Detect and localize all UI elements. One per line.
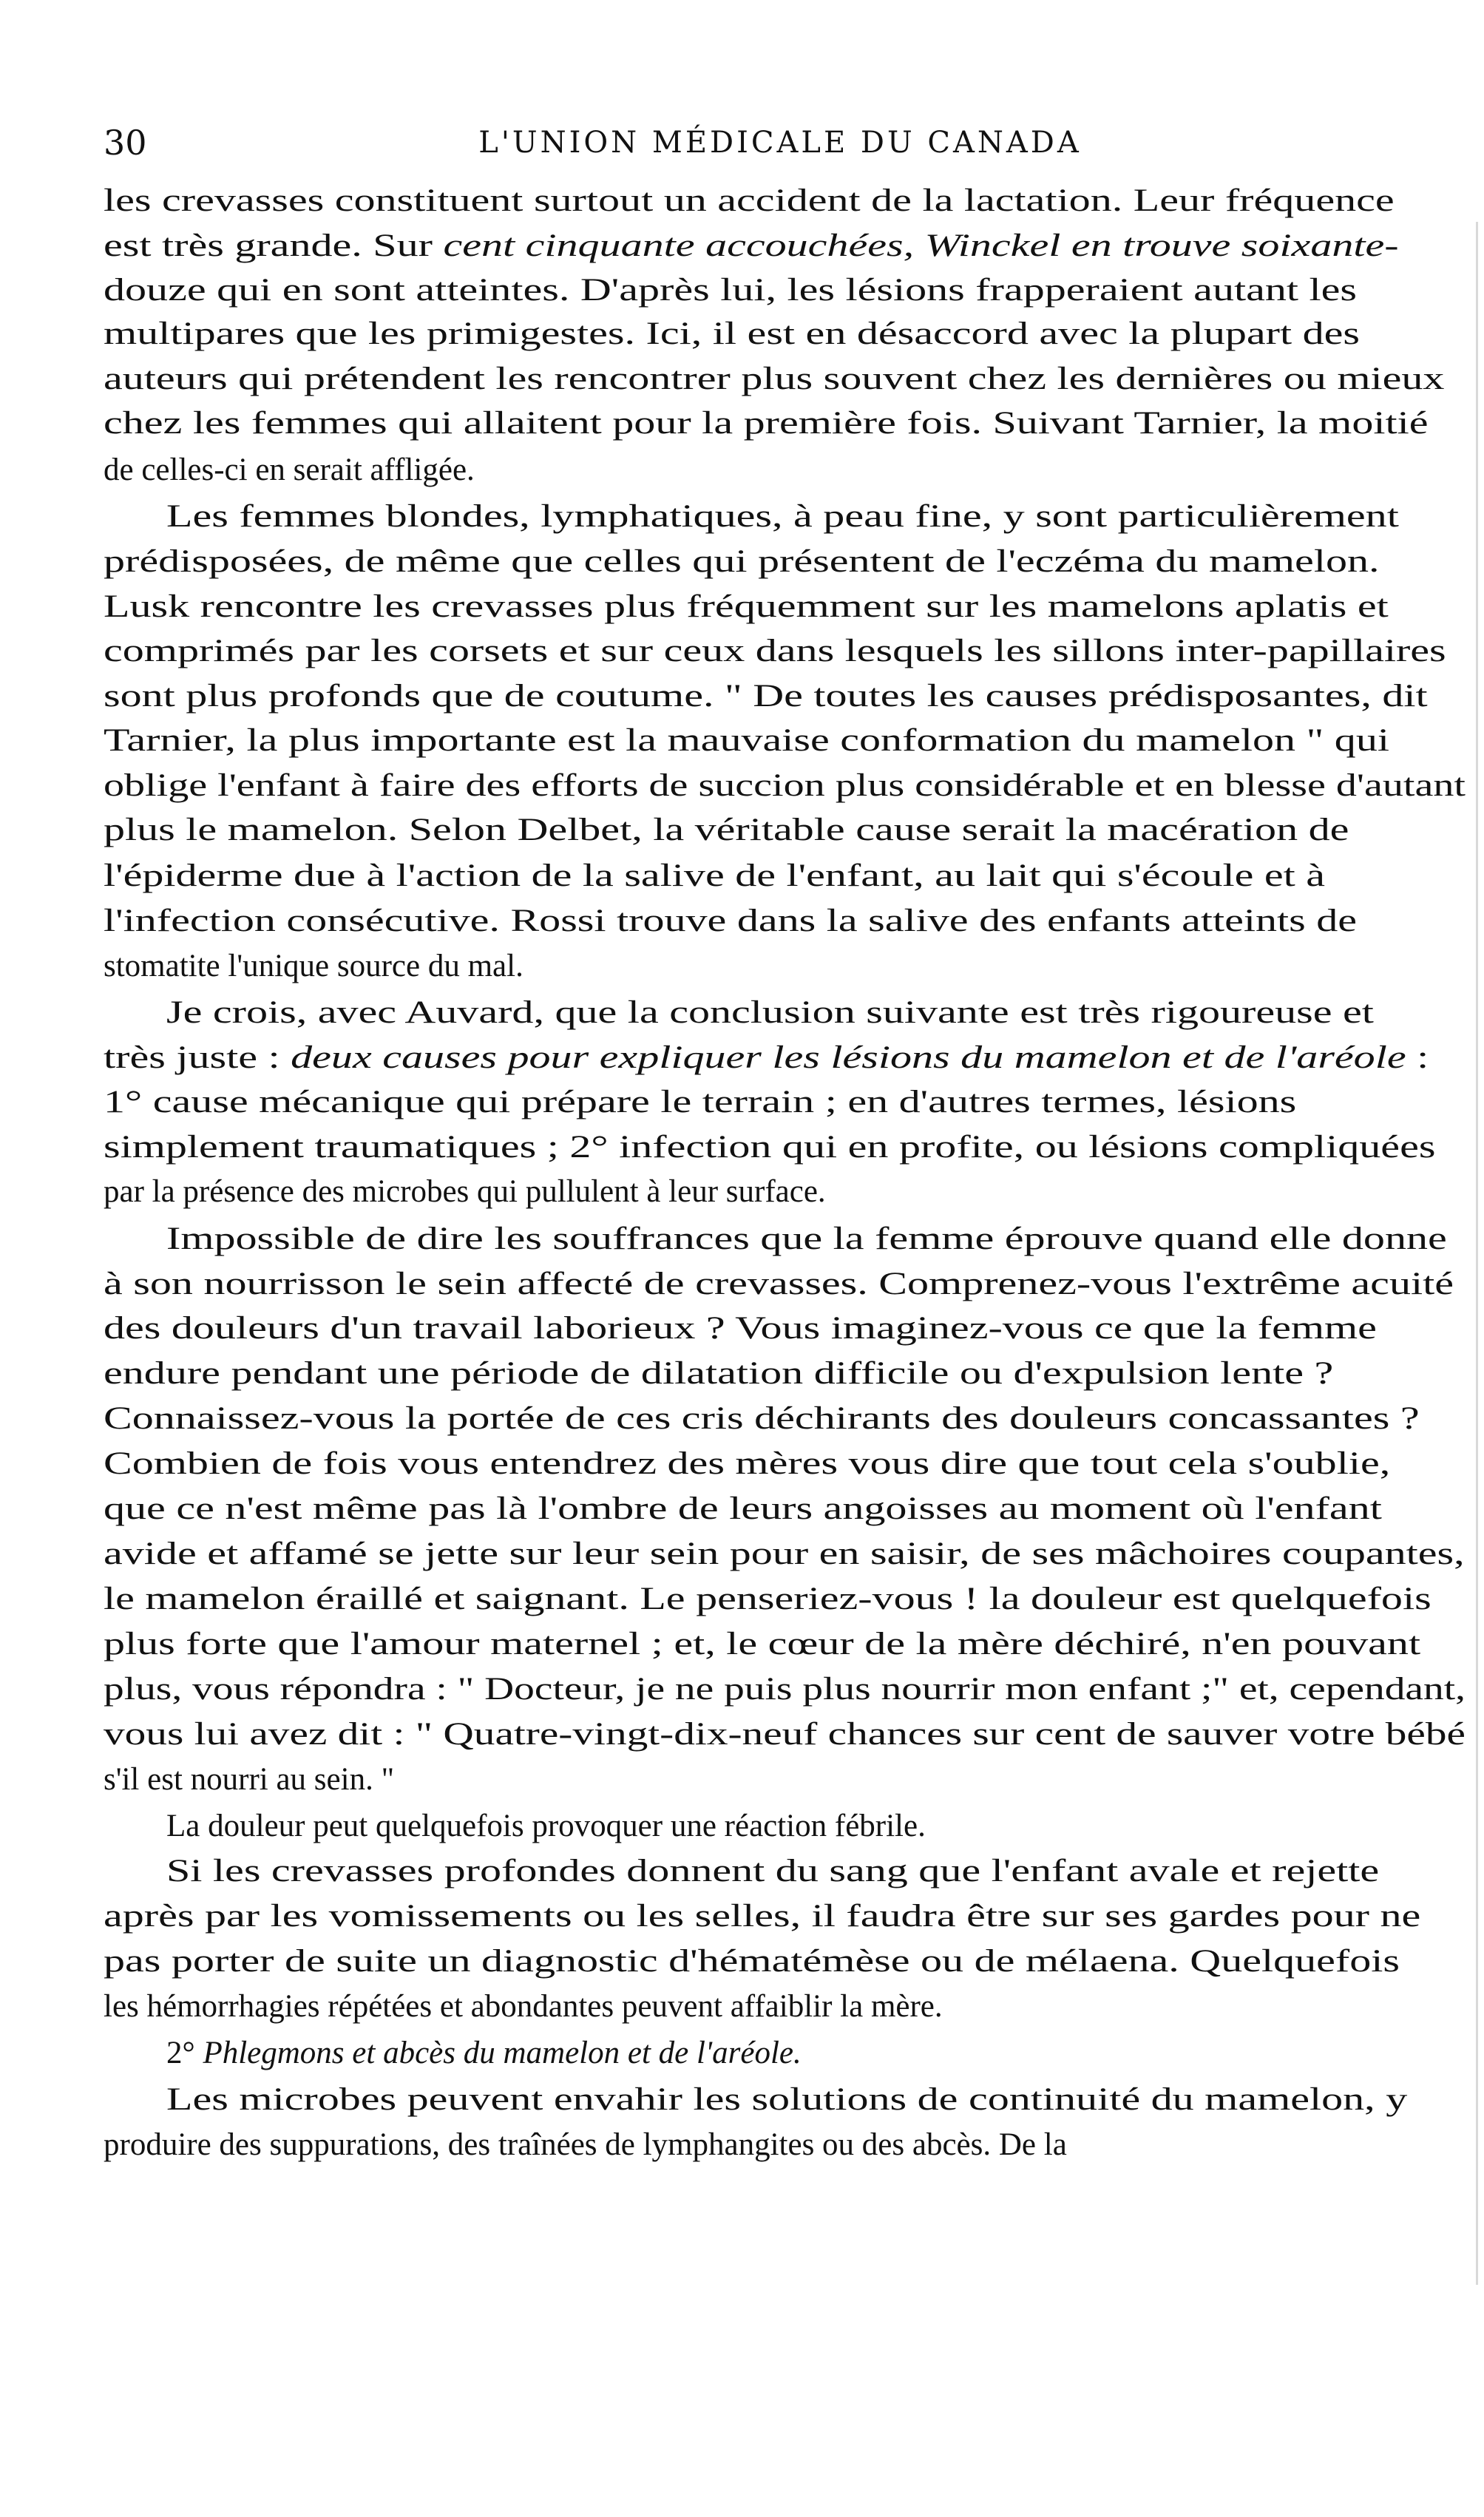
text-line <box>104 178 1395 224</box>
page-number: 30 <box>104 123 147 163</box>
text-run: 1° cause mécanique qui prépare le terrain ; en d'autres termes, lésions <box>104 1085 1297 1119</box>
text-line <box>104 447 475 493</box>
italic-text: Phlegmons et abcès du mamelon et de l'aréole. <box>203 2036 802 2070</box>
text-run: par la présence des microbes qui pullulent à leur surface. <box>104 1174 826 1209</box>
text-run: oblige l'enfant à faire des efforts de succion plus considérable et en blesse d'autant <box>104 768 1466 803</box>
text-run: plus le mamelon. Selon Delbet, la véritable cause serait la macération de <box>104 813 1349 847</box>
text-run: s'il est nourri au sein. " <box>104 1762 395 1797</box>
text-line <box>104 807 1349 853</box>
text-line <box>104 1622 1420 1667</box>
text-run: l'infection consécutive. Rossi trouve dans la salive des enfants atteints de <box>104 904 1358 938</box>
text-line <box>104 674 1428 719</box>
text-line <box>104 1894 1420 1940</box>
text-run: des douleurs d'un travail laborieux ? Vous imaginez-vous ce que la femme <box>104 1311 1377 1346</box>
text-run: produire des suppurations, des traînées de lymphangites ou des abcès. De la <box>104 2127 1067 2162</box>
text-line <box>166 2030 802 2076</box>
text-line <box>166 1849 1379 1894</box>
text-line <box>166 1803 926 1849</box>
text-line <box>104 401 1429 447</box>
text-run: stomatite l'unique source du mal. <box>104 949 524 983</box>
text-line <box>104 944 524 989</box>
text-run: Connaissez-vous la portée de ces cris déchirants des douleurs concassantes ? <box>104 1401 1420 1436</box>
text-run: Si les crevasses profondes donnent du sang que l'enfant avale et rejette <box>166 1854 1380 1888</box>
text-run: Les femmes blondes, lymphatiques, à peau fine, y sont particulièrement <box>166 499 1399 534</box>
text-run: multipares que les primigestes. Ici, il est en désaccord avec la plupart des <box>104 316 1360 351</box>
text-run: prédisposées, de même que celles qui présentent de l'eczéma du mamelon. <box>104 544 1380 579</box>
text-run: pas porter de suite un diagnostic d'hématémèse ou de mélaena. Quelquefois <box>104 1944 1400 1979</box>
text-line <box>104 629 1446 674</box>
text-run: vous lui avez dit : " Quatre-vingt-dix-neuf chances sur cent de sauver votre bébé <box>104 1717 1466 1752</box>
text-run: douze qui en sont atteintes. D'après lui, les lésions frapperaient autant les <box>104 273 1358 308</box>
text-run: simplement traumatiques ; 2° infection qui en profite, ou lésions compliquées <box>104 1130 1436 1165</box>
text-line <box>104 268 1357 314</box>
text-run: de celles-ci en serait affligée. <box>104 453 475 487</box>
text-line <box>104 1486 1382 1532</box>
text-line <box>104 1169 826 1215</box>
text-run: Impossible de dire les souffrances que la femme éprouve quand elle donne <box>166 1222 1447 1256</box>
text-run: avide et affamé se jette sur leur sein pour en saisir, de ses mâchoires coupantes, <box>104 1537 1465 1571</box>
text-line <box>166 494 1399 540</box>
text-run: chez les femmes qui allaitent pour la première fois. Suivant Tarnier, la moitié <box>104 406 1429 441</box>
text-run: l'épiderme due à l'action de la salive de l'enfant, au lait qui s'écoule et à <box>104 858 1326 893</box>
text-run: 2° <box>166 2036 203 2070</box>
text-line <box>104 1984 943 2030</box>
text-run: endure pendant une période de dilatation difficile ou d'expulsion lente ? <box>104 1356 1334 1391</box>
text-run: le mamelon éraillé et saignant. Le penseriez-vous ! la douleur est quelquefois <box>104 1582 1432 1616</box>
text-line <box>104 356 1444 402</box>
text-run: Lusk rencontre les crevasses plus fréquemment sur les mamelons aplatis et <box>104 589 1389 624</box>
italic-text: deux causes pour expliquer les lésions du mamelon et de l'aréole <box>291 1040 1406 1075</box>
text-line <box>104 853 1325 899</box>
text-line <box>104 1035 1429 1081</box>
text-line <box>104 1351 1333 1397</box>
text-line <box>166 2077 1407 2123</box>
text-line <box>104 1261 1454 1307</box>
text-run: Les microbes peuvent envahir les solutions de continuité du mamelon, y <box>166 2082 1408 2117</box>
text-line <box>104 1576 1432 1622</box>
text-run: : <box>1406 1040 1429 1075</box>
scan-edge <box>1476 222 1478 2285</box>
text-run: après par les vomissements ou les selles, il faudra être sur ses gardes pour ne <box>104 1899 1421 1934</box>
text-run: très juste : <box>104 1040 291 1075</box>
text-run: que ce n'est même pas là l'ombre de leurs angoisses au moment où l'enfant <box>104 1491 1382 1526</box>
text-line <box>166 1216 1447 1262</box>
text-run: La douleur peut quelquefois provoquer une réaction fébrile. <box>166 1809 926 1843</box>
text-line <box>104 1531 1465 1577</box>
text-line <box>104 1441 1390 1487</box>
running-title: L'UNION MÉDICALE DU CANADA <box>478 126 1082 160</box>
text-run: comprimés par les corsets et sur ceux dans lesquels les sillons inter-papillaires <box>104 634 1446 668</box>
text-line <box>104 539 1380 585</box>
text-run: plus forte que l'amour maternel ; et, le cœur de la mère déchiré, n'en pouvant <box>104 1627 1421 1661</box>
text-line <box>104 1757 394 1803</box>
text-run: les hémorrhagies répétées et abondantes peuvent affaiblir la mère. <box>104 1989 943 2024</box>
text-line <box>104 311 1360 357</box>
text-line <box>104 1306 1377 1352</box>
text-run: sont plus profonds que de coutume. " De toutes les causes prédisposantes, dit <box>104 679 1428 714</box>
text-line <box>104 1667 1466 1713</box>
text-run: les crevasses constituent surtout un accident de la lactation. Leur fréquence <box>104 183 1395 218</box>
text-run: Combien de fois vous entendrez des mères vous dire que tout cela s'oublie, <box>104 1446 1391 1481</box>
text-line <box>104 223 1399 269</box>
text-line <box>104 584 1389 630</box>
text-run: à son nourrisson le sein affecté de crevasses. Comprenez-vous l'extrême acuité <box>104 1267 1454 1301</box>
text-line <box>104 1080 1296 1125</box>
text-line <box>104 718 1389 764</box>
text-line <box>104 763 1466 809</box>
text-line <box>104 1712 1466 1758</box>
text-line <box>104 898 1357 944</box>
italic-text: cent cinquante accouchées, Winckel en trouve soixante- <box>443 228 1399 263</box>
text-line <box>166 990 1374 1036</box>
text-run: est très grande. Sur <box>104 228 444 263</box>
text-line <box>104 1125 1435 1171</box>
text-line <box>104 1396 1420 1442</box>
text-run: Je crois, avec Auvard, que la conclusion suivante est très rigoureuse et <box>166 995 1374 1030</box>
text-line <box>104 1939 1400 1985</box>
text-run: auteurs qui prétendent les rencontrer plus souvent chez les dernières ou mieux <box>104 362 1445 396</box>
text-line <box>104 2122 1067 2168</box>
text-run: Tarnier, la plus importante est la mauvaise conformation du mamelon " qui <box>104 723 1389 758</box>
page-header <box>104 117 1457 169</box>
text-run: plus, vous répondra : " Docteur, je ne puis plus nourrir mon enfant ;" et, cependant, <box>104 1672 1466 1707</box>
